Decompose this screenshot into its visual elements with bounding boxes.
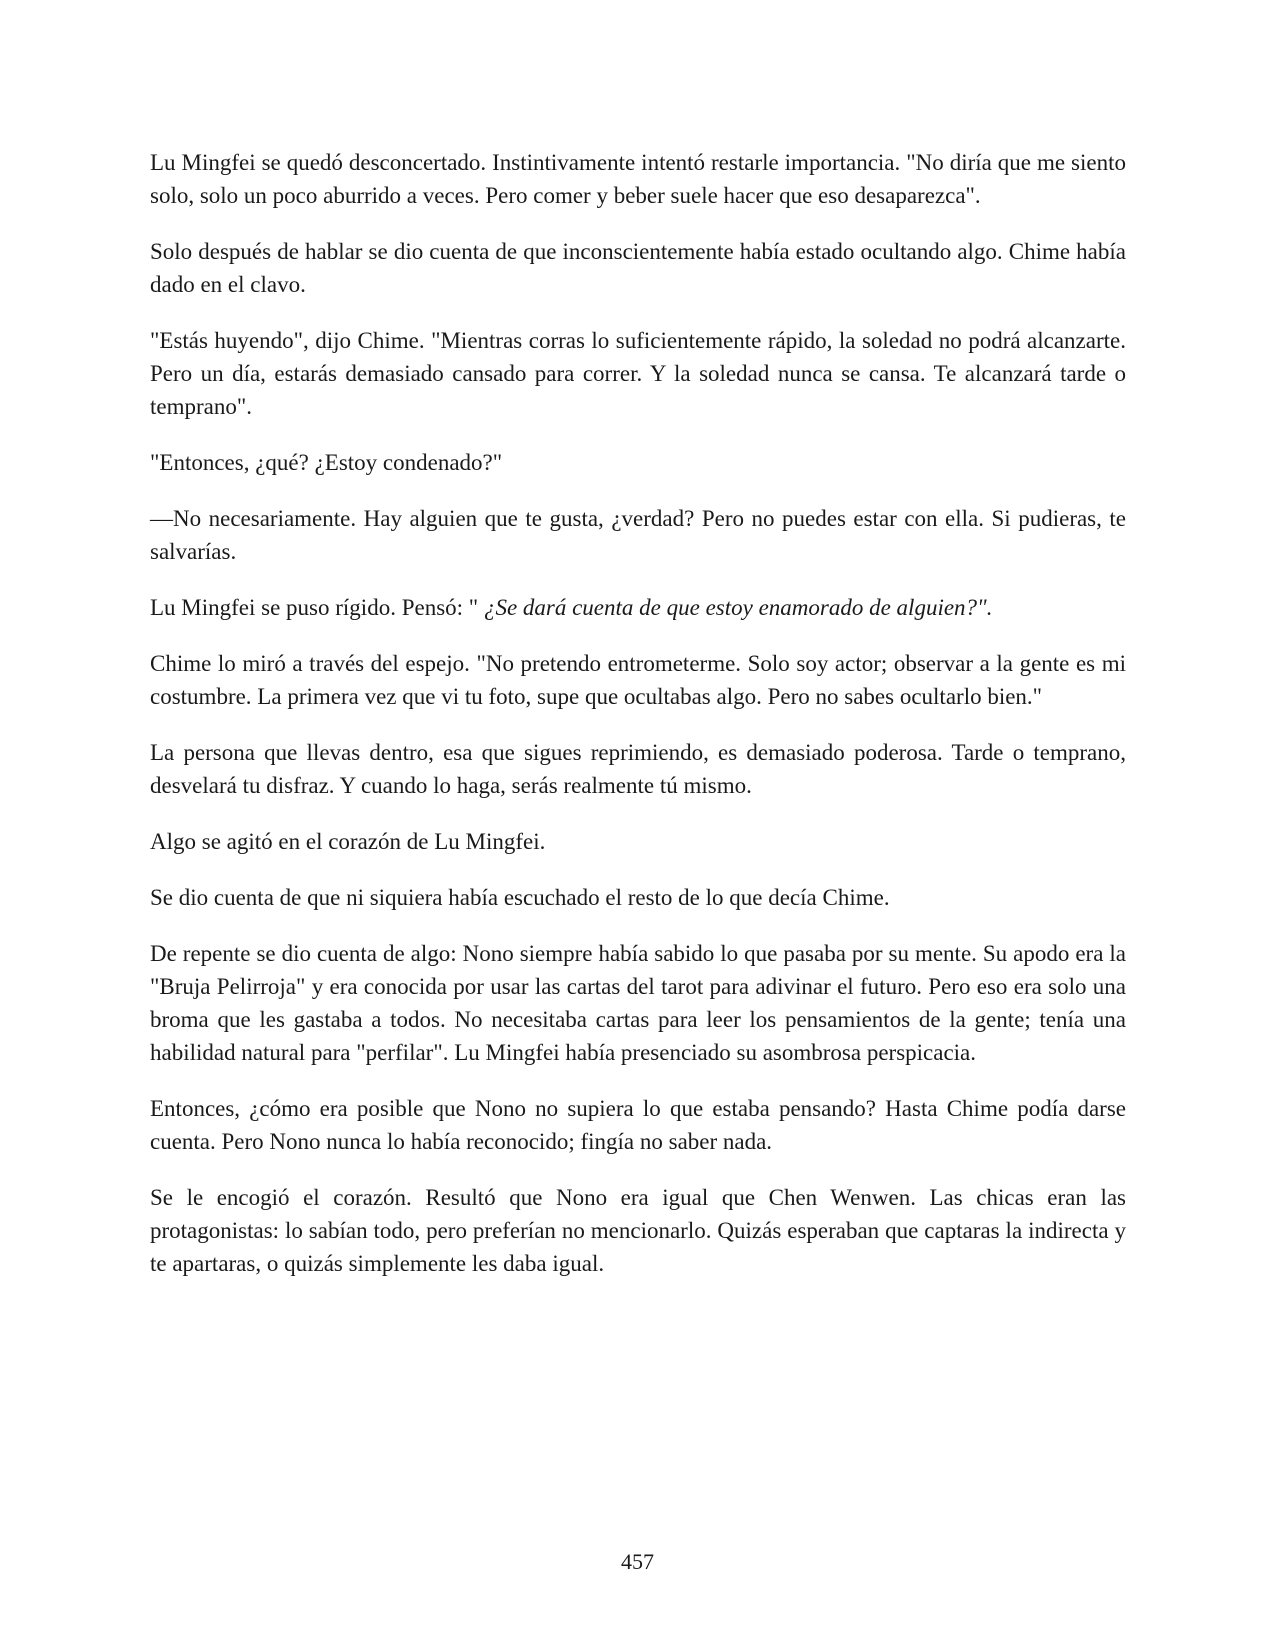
page-number: 457 [621,1549,654,1574]
page-body [150,146,1126,1303]
paragraph-5: —No necesariamente. Hay alguien que te gusta, ¿verdad? Pero no puedes estar con ella. Si pudieras, te salvarías. [150,506,1126,564]
paragraph-8: La persona que llevas dentro, esa que sigues reprimiendo, es demasiado poderosa. Tarde o temprano, desvelará tu disfraz. Y cuando lo haga, serás realmente tú mismo. [150,740,1126,798]
paragraph-6 [150,591,1126,624]
paragraph-13: Se le encogió el corazón. Resultó que Nono era igual que Chen Wenwen. Las chicas eran las protagonistas: lo sabían todo, pero preferían no mencionarlo. Quizás esperaban que captaras la indirecta y te apartaras, o quizás simplemente les daba igual. [150,1185,1126,1276]
paragraph-12: Entonces, ¿cómo era posible que Nono no supiera lo que estaba pensando? Hasta Chime podía darse cuenta. Pero Nono nunca lo había reconocido; fingía no saber nada. [150,1096,1126,1154]
paragraph-2: Solo después de hablar se dio cuenta de que inconscientemente había estado ocultando algo. Chime había dado en el clavo. [150,239,1126,297]
paragraph-11: De repente se dio cuenta de algo: Nono siempre había sabido lo que pasaba por su mente. Su apodo era la "Bruja Pelirroja" y era conocida por usar las cartas del tarot para adivinar el futuro. Pero eso era solo una broma que les gastaba a todos. No necesitaba cartas para leer los pensamientos de la gente; tenía una habilidad natural para "perfilar". Lu Mingfei había presenciado su asombrosa perspicacia. [150,941,1126,1065]
paragraph-1: Lu Mingfei se quedó desconcertado. Instintivamente intentó restarle importancia. "No diría que me siento solo, solo un poco aburrido a veces. Pero comer y beber suele hacer que eso desaparezca". [150,150,1126,208]
paragraph-3: "Estás huyendo", dijo Chime. "Mientras corras lo suficientemente rápido, la soledad no podrá alcanzarte. Pero un día, estarás demasiado cansado para correr. Y la soledad nunca se cansa. Te alcanzará tarde o temprano". [150,328,1126,419]
paragraph-6-text: Lu Mingfei se puso rígido. Pensó: " [150,595,484,620]
paragraph-7: Chime lo miró a través del espejo. "No pretendo entrometerme. Solo soy actor; observar a la gente es mi costumbre. La primera vez que vi tu foto, supe que ocultabas algo. Pero no sabes ocultarlo bien." [150,651,1126,709]
paragraph-9: Algo se agitó en el corazón de Lu Mingfei. [150,829,546,854]
paragraph-10: Se dio cuenta de que ni siquiera había escuchado el resto de lo que decía Chime. [150,885,890,910]
paragraph-6-italic-thought: ¿Se dará cuenta de que estoy enamorado de alguien?". [483,595,993,620]
paragraph-4: "Entonces, ¿qué? ¿Estoy condenado?" [150,450,503,475]
